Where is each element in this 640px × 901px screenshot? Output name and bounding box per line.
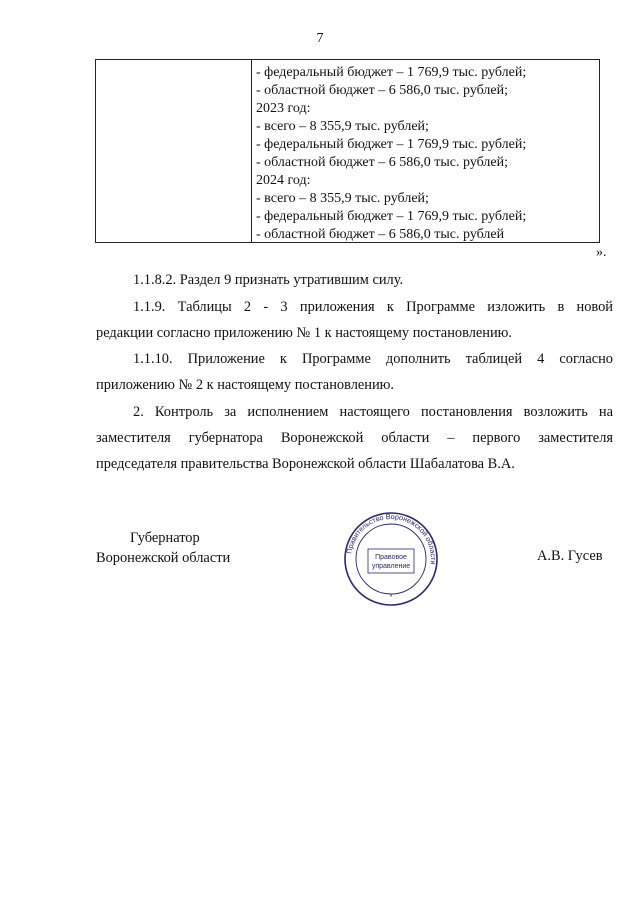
budget-line: - федеральный бюджет – 1 769,9 тыс. рублей; [256, 65, 527, 80]
table-right-cell [256, 64, 595, 244]
paragraph-line: заместителя губернатора Воронежской области – первого заместителя [96, 430, 613, 446]
paragraph-line: 1.1.9. Таблицы 2 - 3 приложения к Программе изложить в новой [133, 299, 613, 315]
paragraph-line: редакции согласно приложению № 1 к настоящему постановлению. [96, 325, 513, 341]
signatory-region: Воронежской области [96, 550, 231, 566]
stamp-center-line-2: управление [371, 563, 411, 570]
year-heading: 2023 год: [256, 101, 311, 116]
paragraph-1-1-9 [96, 294, 613, 346]
budget-line: - федеральный бюджет – 1 769,9 тыс. рублей; [256, 137, 527, 152]
budget-line: - областной бюджет – 6 586,0 тыс. рублей [256, 227, 505, 242]
budget-line: - всего – 8 355,9 тыс. рублей; [256, 191, 429, 206]
budget-table [95, 59, 600, 243]
budget-line: - всего – 8 355,9 тыс. рублей; [256, 119, 429, 134]
budget-line: - областной бюджет – 6 586,0 тыс. рублей; [256, 155, 508, 170]
stamp-star-icon: * [389, 594, 393, 601]
paragraph-line: 2. Контроль за исполнением настоящего постановления возложить на [133, 404, 613, 420]
budget-line: - федеральный бюджет – 1 769,9 тыс. рублей; [256, 209, 527, 224]
paragraph-1-1-10 [96, 346, 613, 398]
year-heading: 2024 год: [256, 173, 311, 188]
paragraph-line: приложению № 2 к настоящему постановлению. [96, 377, 395, 393]
budget-line: - областной бюджет – 6 586,0 тыс. рублей; [256, 83, 508, 98]
table-left-cell [96, 60, 252, 242]
stamp-ring-text: Правительство Воронежской области [344, 511, 439, 565]
paragraph-line: 1.1.10. Приложение к Программе дополнить таблицей 4 согласно [133, 351, 613, 367]
page-number: 7 [316, 31, 324, 46]
paragraph-line: 1.1.8.2. Раздел 9 признать утратившим силу. [133, 272, 404, 288]
official-stamp [341, 509, 441, 609]
stamp-center-line-1: Правовое [375, 554, 407, 561]
closing-quote: ». [596, 245, 607, 260]
paragraph-line: председателя правительства Воронежской области Шабалатова В.А. [96, 456, 515, 472]
paragraph-1-1-8-2 [96, 267, 613, 293]
paragraph-2 [96, 399, 613, 477]
signatory-title: Губернатор [130, 530, 200, 546]
signatory-name: А.В. Гусев [537, 548, 603, 564]
